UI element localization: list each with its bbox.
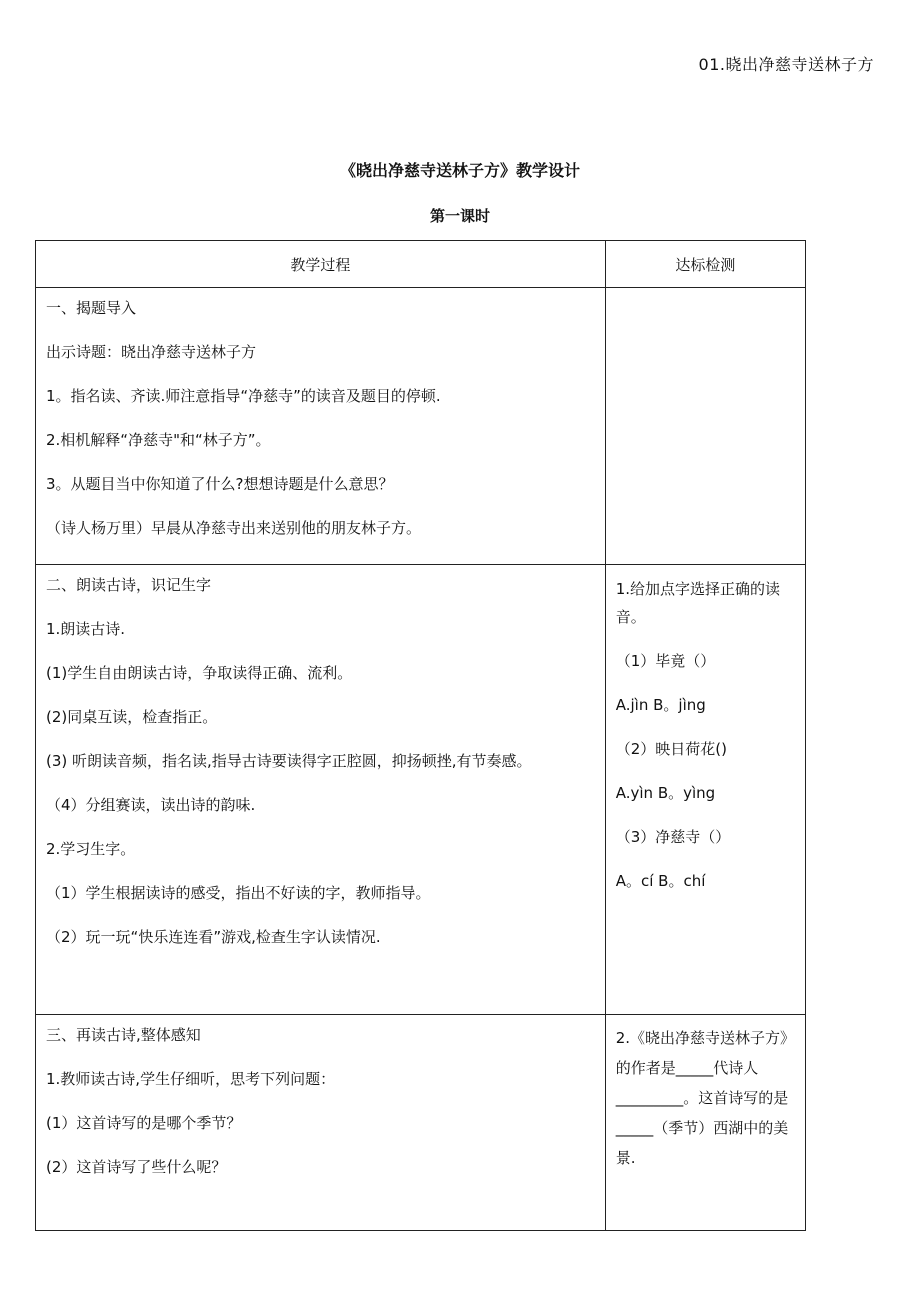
- process-cell-2: [36, 565, 606, 1015]
- process-line: 2.学习生字。: [46, 840, 136, 858]
- check-cell-3: [605, 1015, 805, 1231]
- process-line: 1。指名读、齐读.师注意指导“净慈寺”的读音及题目的停顿.: [46, 387, 441, 405]
- process-line: 一、揭题导入: [46, 299, 137, 317]
- header-note: 01.晓出净慈寺送林子方: [698, 55, 874, 74]
- lesson-plan-table: [35, 240, 806, 1231]
- process-cell-1: [36, 288, 606, 565]
- process-line: 1.朗读古诗.: [46, 620, 126, 638]
- process-line: 3。从题目当中你知道了什么?想想诗题是什么意思？: [46, 475, 394, 493]
- process-line: 出示诗题：晓出净慈寺送林子方: [46, 343, 257, 361]
- check-line: A.jìn B。jìng: [615, 696, 706, 714]
- lesson-subtitle: 第一课时: [429, 207, 490, 225]
- process-line: (1)学生自由朗读古诗，争取读得正确、流利。: [46, 664, 353, 682]
- process-line: （2）玩一玩“快乐连连看”游戏,检查生字认读情况.: [46, 928, 381, 946]
- process-line: （1）学生根据读诗的感受，指出不好读的字，教师指导。: [46, 884, 431, 902]
- section-row-1: [36, 288, 806, 565]
- document-title: 《晓出净慈寺送林子方》教学设计: [339, 161, 580, 180]
- check-cell-1: [605, 288, 805, 565]
- check-line: （2）映日荷花(): [615, 740, 727, 758]
- header-assessment: 达标检测: [605, 241, 805, 288]
- check-cell-2: [605, 565, 805, 1015]
- process-line: (2)同桌互读，检查指正。: [46, 708, 218, 726]
- process-line: 1.教师读古诗,学生仔细听，思考下列问题：: [46, 1070, 336, 1088]
- check-line: （1）毕竟（）: [615, 652, 716, 670]
- check-line: 1.给加点字选择正确的读音。: [615, 580, 781, 626]
- process-line: 二、朗读古诗，识记生字: [46, 576, 212, 594]
- check-line: 2.《晓出净慈寺送林子方》的作者是_____代诗人_________。这首诗写的是_____（季节）西湖中的美景.: [615, 1029, 796, 1167]
- process-line: （4）分组赛读，读出诗的韵味.: [46, 796, 256, 814]
- check-line: A。cí B。chí: [615, 872, 706, 890]
- section-row-2: [36, 565, 806, 1015]
- header-teaching-process: 教学过程: [36, 241, 606, 288]
- check-line: A.yìn B。yìng: [615, 784, 716, 802]
- process-line: （诗人杨万里）早晨从净慈寺出来送别他的朋友林子方。: [46, 519, 422, 537]
- process-line: (2）这首诗写了些什么呢？: [46, 1158, 227, 1176]
- table-header-row: [36, 241, 806, 288]
- process-line: 三、再读古诗,整体感知: [46, 1026, 201, 1044]
- process-line: (1）这首诗写的是哪个季节？: [46, 1114, 242, 1132]
- check-line: （3）净慈寺（）: [615, 828, 731, 846]
- process-cell-3: [36, 1015, 606, 1231]
- section-row-3: [36, 1015, 806, 1231]
- process-line: 2.相机解释“净慈寺"和“林子方”。: [46, 431, 271, 449]
- process-line: (3) 听朗读音频，指名读,指导古诗要读得字正腔圆，抑扬顿挫,有节奏感。: [46, 752, 532, 770]
